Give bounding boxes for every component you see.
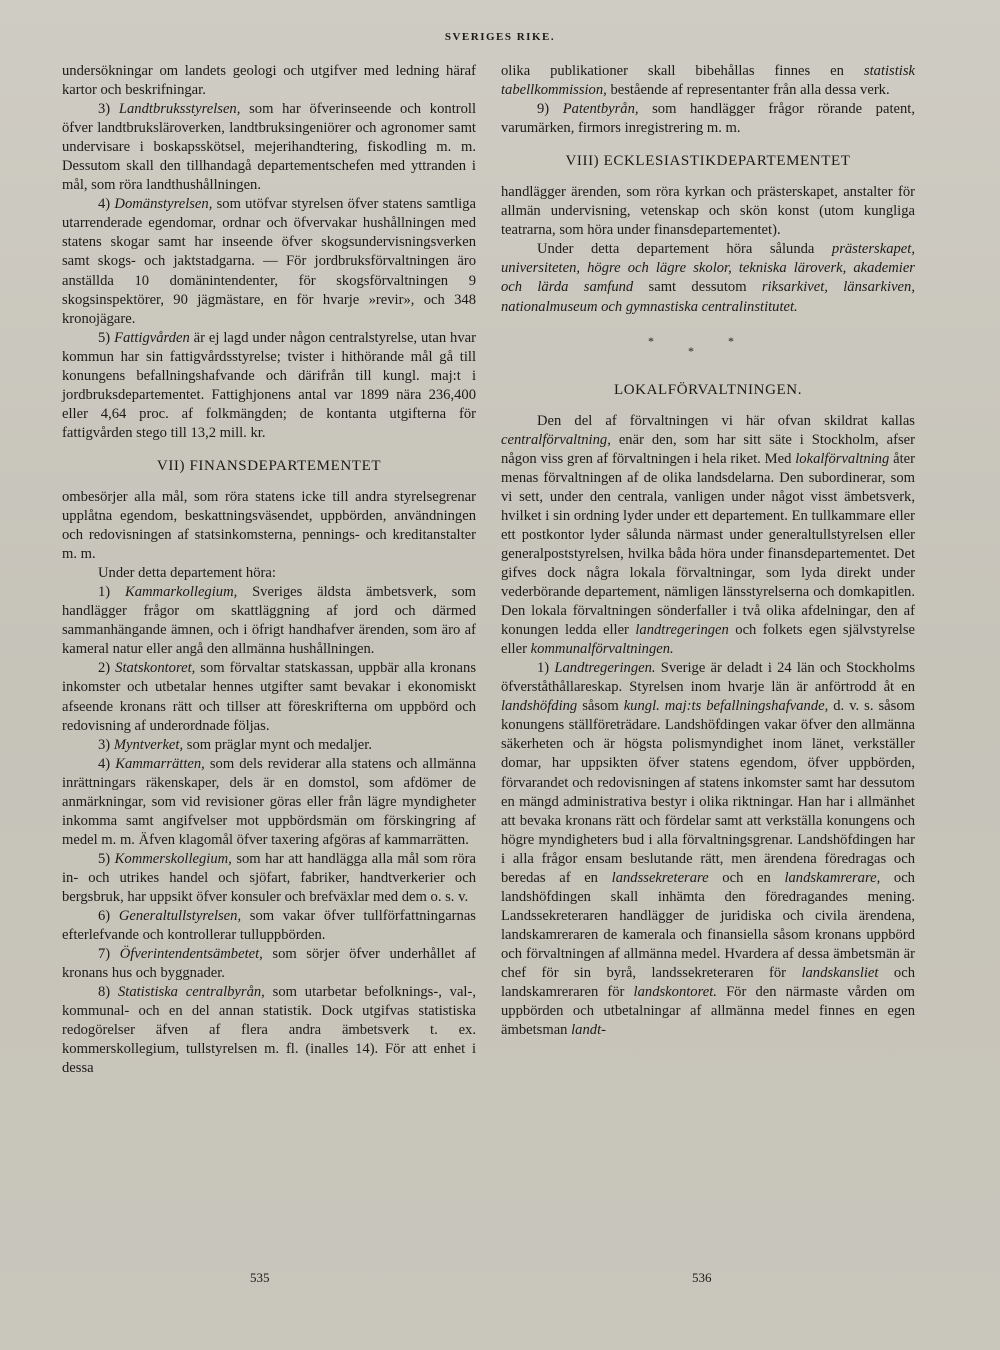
paragraph: 2) Statskontoret, som förvaltar statskassan, uppbär alla kronans inkomster och utbetalar hennes utgifter samt bevakar i ekonomiskt afseende kronans rätt och tillser att föreskrifterna om uppbörd och redovisning af underordnade följas.	[62, 660, 476, 734]
paragraph: olika publikationer skall bibehållas finnes en statistisk tabellkommission, bestående af representanter från alla dessa verk.	[501, 63, 916, 99]
section-heading: VII) FINANSDEPARTEMENTET	[156, 457, 382, 474]
paragraph: 4) Domänstyrelsen, som utöfvar styrelsen öfver statens samtliga utarrenderade egendomar, ordnar och öfvervakar hushållningen med statens skogar samt har inseende öfver skogsundervisningsverken samt skogs- och jaktstadgarna. — För jordbruksförvaltningen äro anställda 10 domänintendenter, för skogsförvaltningen 9 skogsinspektörer, 90 jägmästare, en för hvarje »revir», och 348 kronojägare.	[62, 196, 477, 327]
paragraph: 9) Patentbyrån, som handlägger frågor rörande patent, varumärken, firmors inregistrering m. m.	[501, 101, 915, 137]
paragraph: Under detta departement höra:	[98, 565, 276, 582]
paragraph: Under detta departement höra sålunda prästerskapet, universiteten, högre och lägre skolor, tekniska läroverk, akademier och lärda samfund samt dessutom riksarkivet, länsarkiven, nationalmuseum och gymnastiska centralinstitutet.	[501, 241, 915, 315]
paragraph: 7) Öfverintendentsämbetet, som sörjer öfver underhållet af kronans hus och byggnader.	[62, 946, 476, 982]
page-number-left: 535	[250, 1270, 270, 1285]
left-column	[62, 62, 476, 1078]
paragraph: 1) Landtregeringen. Sverige är deladt i 24 län och Stockholms öfverståthållareskap. Styrelsen inom hvarje län är anförtrodd åt en landshöfding såsom kungl. maj:ts befallningshafvande, d. v. s. såsom konungens ställföreträdare. Landshöfdingen vakar öfver den allmänna säkerheten och är högsta polismyndighet inom länet, verkställer domar, har uppsikten öfver statens egendom, öfver uppbörden, förvarandet och redovisningen af statens inkomster samt har dessutom en mängd administrativa bestyr i olika riktningar. Han har i allmänhet att bevaka kronans rätt och fördelar samt att verkställa konungens och högre myndigheters bud i alla förvaltningsgrenar. Landshöfdingen har i alla frågor ensam beslutande rätt, men ärendena föredragas och beredas af en landssekreterare och en landskamrerare, och landshöfdingen skall inhämta den föredragandes mening. Landssekreteraren handlägger de juridiska och civila ärendena, landskamreraren de kamerala och finansiella såsom kronans uppbörd och förvaltningen af allmänna medel. Hvardera af dessa ämbetsmän är chef för sin byrå, landssekreteraren för landskansliet och landskamreraren för landskontoret. För den närmaste vården om uppbörden och utbetalningar af allmänna medel finnes en egen ämbetsman landt-	[501, 660, 916, 1039]
right-column	[501, 62, 915, 1040]
paragraph: undersökningar om landets geologi och utgifver med ledning häraf kartor och beskrifningar.	[62, 63, 476, 99]
paragraph: 6) Generaltullstyrelsen, som vakar öfver tullförfattningarnas efterlefvande och kontrollerar tulluppbörden.	[62, 908, 476, 944]
paragraph: 3) Landtbruksstyrelsen, som har öfverinseende och kontroll öfver landtbruksläroverken, landtbruksingeniörer och agronomer samt undervisare i boskapsskötsel, mejerihandtering, fiskodling m. m. Dessutom skall den tillhandagå departementschefen med yttranden i mål, som röra landthushållningen.	[62, 101, 477, 194]
asterisk: *	[688, 343, 728, 358]
section-heading: LOKALFÖRVALTNINGEN.	[613, 381, 803, 398]
paragraph: 5) Fattigvården är ej lagd under någon centralstyrelse, utan hvar kommun har sin fattigvårdsstyrelse; tvister i hithörande mål gå till konungens befallningshafvande och därifrån till kungl. maj:t i jordbruksdepartementet. Fattighjonens antal var 1899 nära 236,400 eller 4,64 proc. af folkmängden; de kontanta utgifterna för fattigvården stego till 13,2 mill. kr.	[62, 329, 476, 441]
paragraph: 1) Kammarkollegium, Sveriges äldsta ämbetsverk, som handlägger frågor om skattläggning af jord och därmed sammanhängande ämnen, och i öfrigt handhafver ärenden, som äro af kameral natur eller angå den allmänna hushållningen.	[62, 584, 476, 658]
section-heading: VIII) ECKLESIASTIKDEPARTEMENTET	[565, 153, 851, 170]
paragraph: 4) Kammarrätten, som dels reviderar alla statens och allmänna inrättningars räkenskaper, dels är en domstol, som afdömer de anmärkningar, som vid revisioner göras eller från lägre myndigheter inkomma samt angifvelser mot uppbördsmän om förskingring af medel m. m. Äfven klagomål öfver taxering afgöras af kammarrätten.	[62, 755, 476, 848]
paragraph: ombesörjer alla mål, som röra statens icke till andra styrelsegrenar upplåtna egendom, beskattningsväsendet, uppbörden, användningen och redovisningen af statsinkomsterna, pennings- och kreditanstalter m. m.	[62, 488, 476, 563]
page-number-right: 536	[692, 1270, 712, 1285]
paragraph: 8) Statistiska centralbyrån, som utarbetar befolknings-, val-, kommunal- och en del annan statistik. Dock utgifvas statistiska redogörelser äfven af flera andra ämbetsverk t. ex. kommerskollegium, tullstyrelsen m. fl. (inalles 14). För att enhet i dessa	[62, 984, 476, 1077]
asterisk: *	[728, 333, 768, 348]
paragraph: Den del af förvaltningen vi här ofvan skildrat kallas centralförvaltning, enär den, som har sitt säte i Stockholm, afser någon viss gren af förvaltningen i hela riket. Med lokalförvaltning åter menas förvaltningen af de olika landsdelarna. Den subordinerar, som vi sett, under den centrala, vanligen under något visst ämbetsverk, hvilket i sin ordning lyder under ett departement. En tullkammare eller ett postkontor lyder sålunda närmast under generaltullstyrelsen eller generalpoststyrelsen, hvilka båda höra under finansdepartementet. Det gifves dock några lokala förvaltningar, som lyda direkt under vederbörande departement, nämligen länsstyrelserna och domkapitlen. Den lokala förvaltningen sönderfaller i två olika afdelningar, den af konungen ledda eller landtregeringen och folkets egen självstyrelse eller kommunalförvaltningen.	[501, 412, 915, 658]
paragraph: 5) Kommerskollegium, som har att handlägga alla mål som röra in- och utrikes handel och sjöfart, fabriker, handtverkerier och bergsbruk, har uppsikt öfver konsuler och brefväxlar med dem o. s. v.	[62, 850, 477, 905]
running-head: SVERIGES RIKE.	[444, 31, 556, 43]
asterisk: *	[648, 333, 688, 348]
section-divider-asterisks	[501, 331, 915, 371]
paragraph: 3) Myntverket, som präglar mynt och medaljer.	[98, 736, 372, 753]
paragraph: handlägger ärenden, som röra kyrkan och prästerskapet, anstalter för allmän undervisning, vetenskap och skön konst (utom kungliga teatrarna, som höra under finansdepartementet).	[501, 184, 915, 239]
